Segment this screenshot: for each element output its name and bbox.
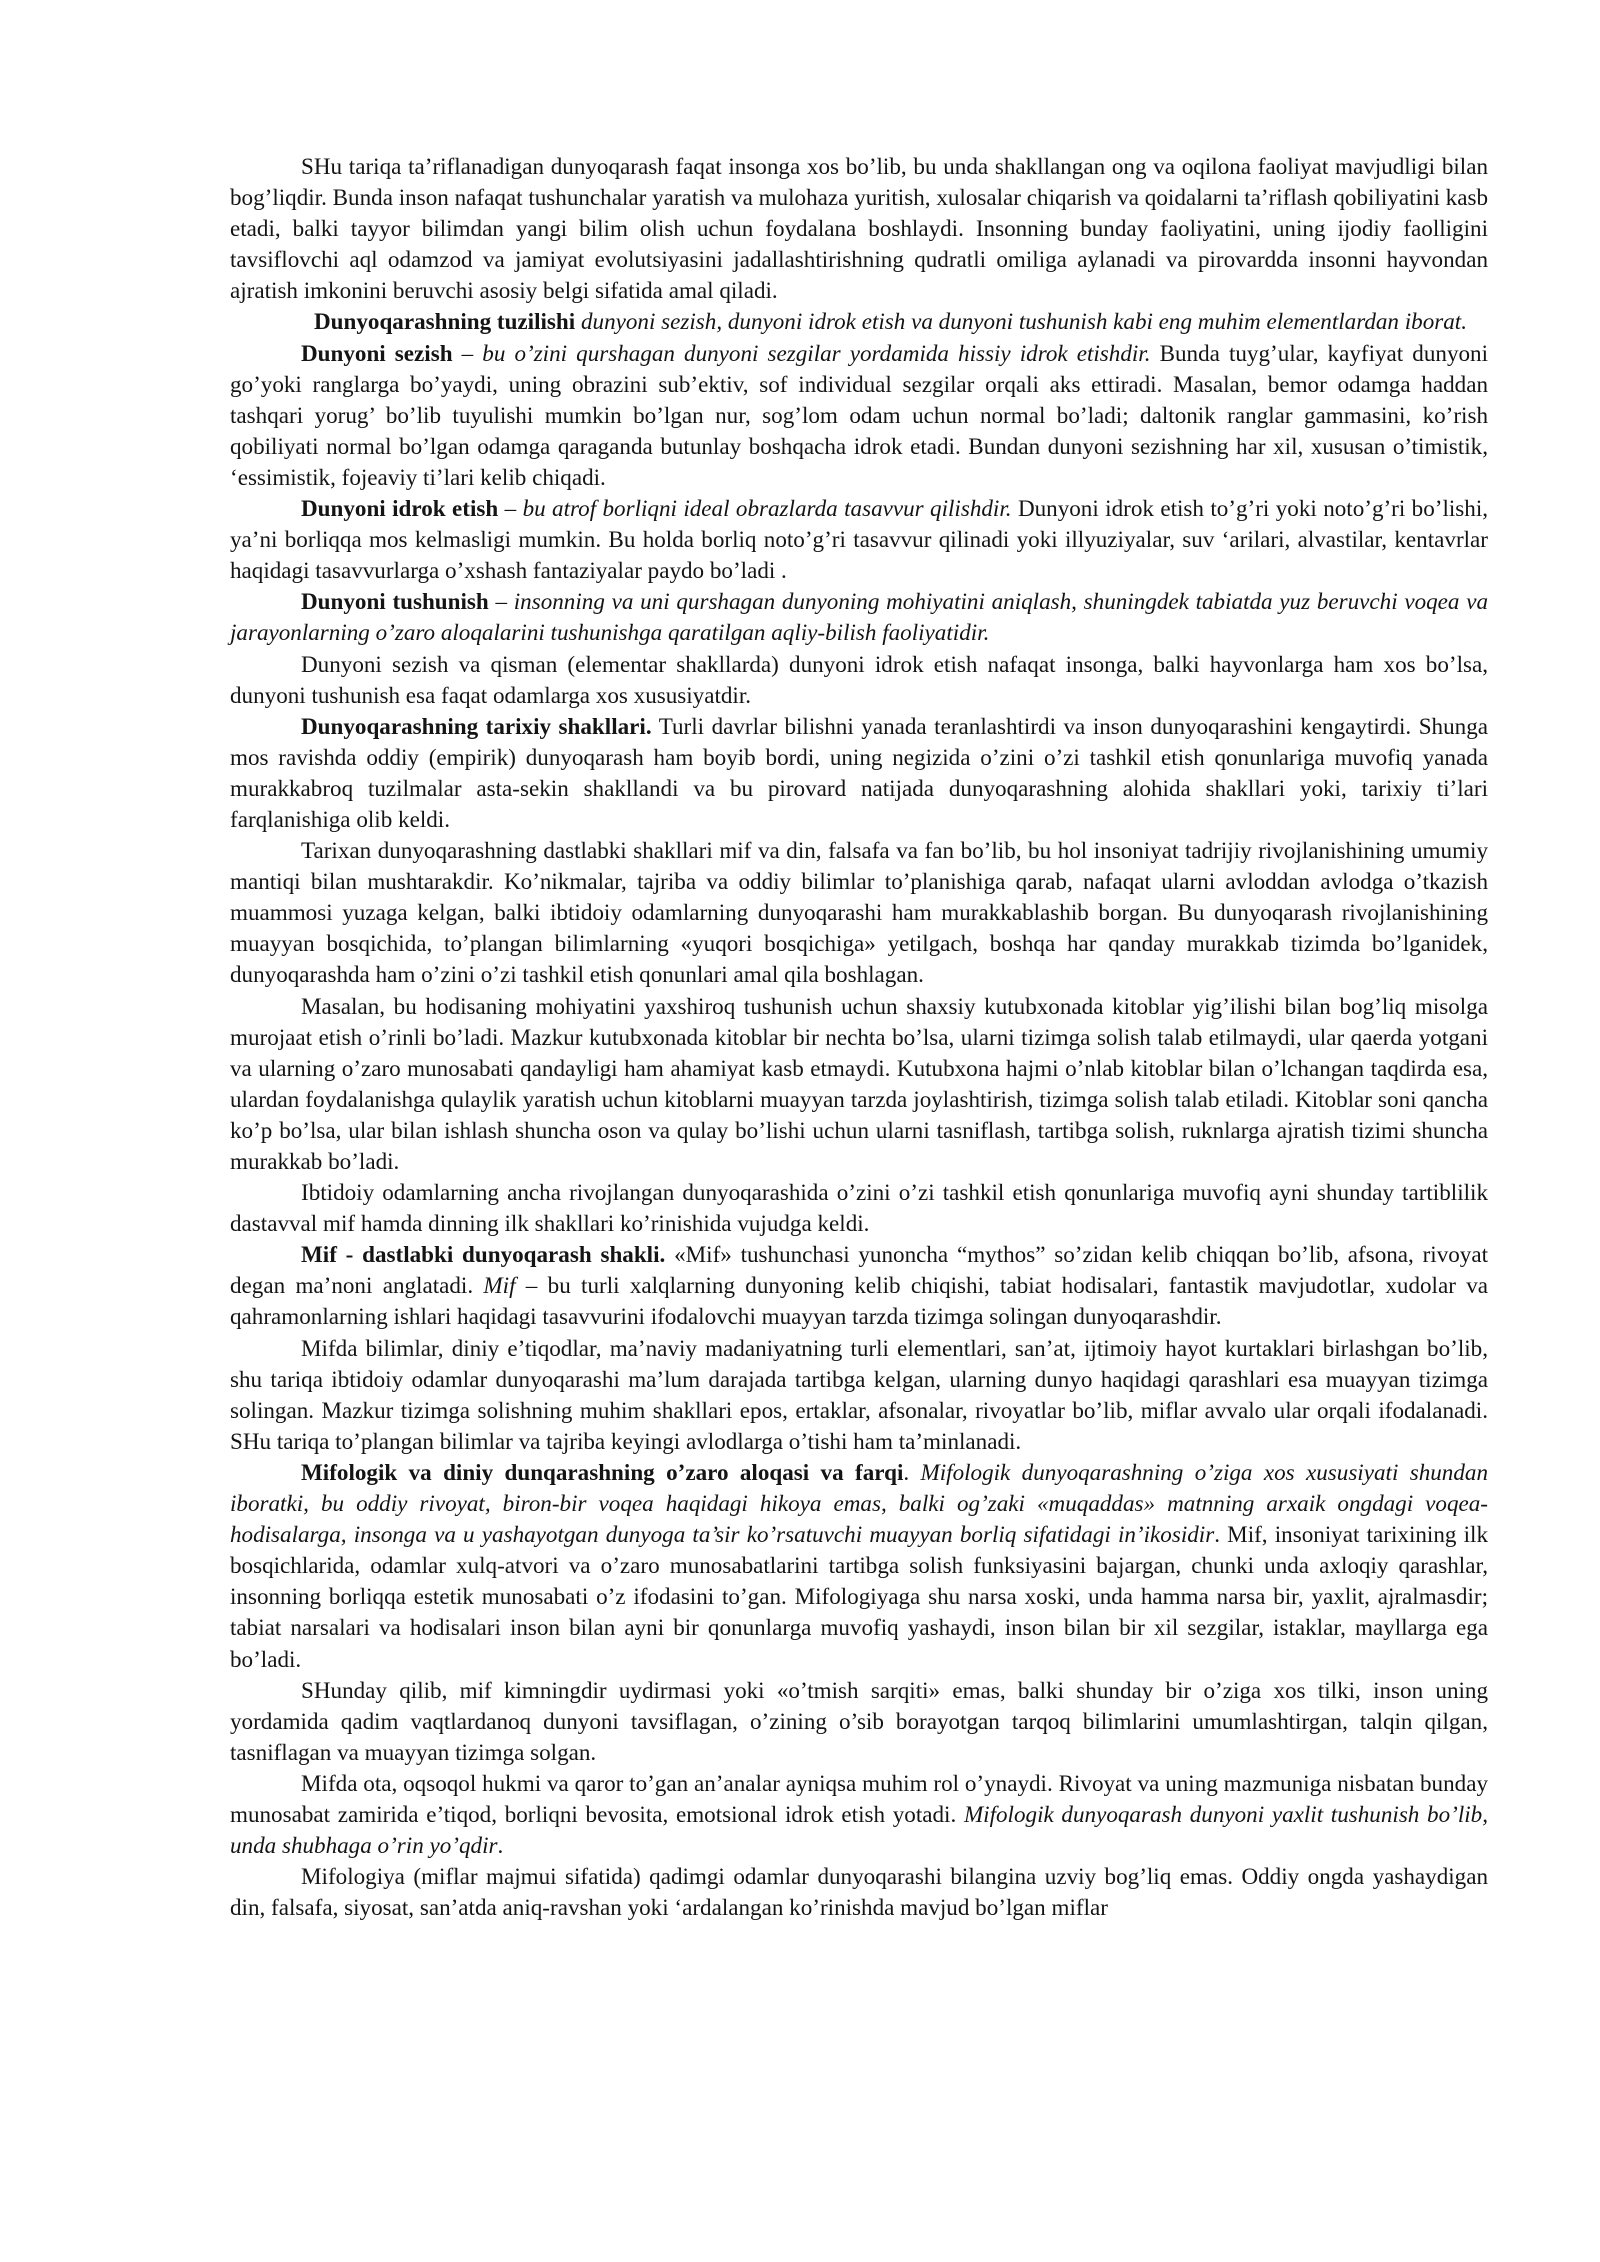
paragraph-historical-forms: Dunyoqarashning tarixiy shakllari. Turli davrlar bilishni yanada teranlashtirdi va inson dunyoqarashini kengaytirdi. Shunga mos ravishda oddiy (empirik) dunyoqarash ham boyib bordi, uning negizida o’zini o’zi tashkil etish qonunlariga muvofiq yanada murakkabroq tuzilmalar asta-sekin shakllandi va bu pirovard natijada dunyoqarashning alohida shakllari yoki, tarixiy ti’lari farqlanishiga olib keldi. (230, 712, 1488, 832)
paragraph-mythology: Mifologiya (miflar majmui sifatida) qadimgi odamlar dunyoqarashi bilangina uzviy bog’liq emas. Oddiy ongda yashaydigan din, falsafa, siyosat, san’atda aniq-ravshan yoki ‘ardalangan ko’rinishda mavjud bo’lgan miflar (230, 1863, 1488, 1921)
paragraph-myth-content: Mifda bilimlar, diniy e’tiqodlar, ma’naviy madaniyatning turli elementlari, san’at, ijtimoiy hayot kurtaklari birlashgan bo’lib, shu tariqa ibtidoiy odamlar dunyoqarashi ma’lum darajada tartibga kelgan, ularning dunyo haqidagi qarashlari esa muayyan tizimga solingan. Mazkur tizimga solishning muhim shakllari epos, ertaklar, afsonalar, rivoyatlar bo’lib, miflar avvalo ular orqali ifodalanadi. SHu tariqa to’plangan bilimlar va tajriba keyingi avlodlarga o’tishi ham ta’minlanadi. (230, 1334, 1488, 1454)
paragraph-understanding: Dunyoni tushunish – insonning va uni qurshagan dunyoning mohiyatini aniqlash, shuningdek tabiatda yuz beruvchi voqea va jarayonlarning o’zaro aloqalarini tushunishga qaratilgan aqliy-bilish faoliyatidir. (230, 588, 1489, 646)
document-page (230, 151, 1488, 1923)
paragraph-structure: Dunyoqarashning tuzilishi dunyoni sezish, dunyoni idrok etish va dunyoni tushunish kabi eng muhim elementlardan iborat. (314, 308, 1467, 335)
paragraph-tradition: Mifda ota, oqsoqol hukmi va qaror to’gan an’analar ayniqsa muhim rol o’ynaydi. Rivoyat va uning mazmuniga nisbatan bunday munosabat zamirida e’tiqod, borliqni bevosita, emotsional idrok etish yotadi. Mifologik dunyoqarash dunyoni yaxlit tushunish bo’lib, unda shubhaga o’rin yo’qdir. (230, 1769, 1488, 1859)
paragraph-library-example: Masalan, bu hodisaning mohiyatini yaxshiroq tushunish uchun shaxsiy kutubxonada kitoblar yig’ilishi bilan bog’liq misolga murojaat etish o’rinli bo’ladi. Mazkur kutubxonada kitoblar bir nechta bo’lsa, ularni tizimga solish talab etilmaydi, ular qaerda yotgani va ularning o’zaro munosabati qandayligi ham ahamiyat kasb etmaydi. Kutubxona hajmi o’nlab kitoblar bilan o’lchangan taqdirda esa, ulardan foydalanishga qulaylik yaratish uchun kitoblarni muayyan tarzda joylashtirish, tizimga solish talab etiladi. Kitoblar soni qancha ko’p bo’lsa, ular bilan ishlash shuncha oson va qulay bo’lishi uchun ularni tasniflash, tartibga solish, ruknlarga ajratish tizimi shuncha murakkab bo’ladi. (230, 992, 1488, 1174)
paragraph-early-forms: Tarixan dunyoqarashning dastlabki shakllari mif va din, falsafa va fan bo’lib, bu hol insoniyat tadrijiy rivojlanishining umumiy mantiqi bilan mushtarakdir. Ko’nikmalar, tajriba va oddiy bilimlar to’planishiga qarab, nafaqat ularni avloddan avlodga o’tkazish muammosi yuzaga kelgan, balki ibtidoiy odamlarning dunyoqarashi ham murakkablashib borgan. Bu dunyoqarash rivojlanishining muayyan bosqichida, to’plangan bilimlarning «yuqori bosqichiga» yetilgach, boshqa har qanday murakkab tizimda bo’lganidek, dunyoqarashda ham o’zini o’zi tashkil etish qonunlari amal qila boshlagan. (230, 837, 1488, 988)
paragraph-myth-definition: Mif - dastlabki dunyoqarash shakli. «Mif» tushunchasi yunoncha “mythos” so’zidan kelib chiqqan bo’lib, afsona, rivoyat degan ma’noni anglatadi. Mif – bu turli xalqlarning dunyoning kelib chiqishi, tabiat hodisalari, fantastik mavjudotlar, xudolar va qahramonlarning ishlari haqidagi tasavvurini ifodalovchi muayyan tarzda tizimga solingan dunyoqarashdir. (230, 1241, 1488, 1330)
paragraph-myth-language: SHunday qilib, mif kimningdir uydirmasi yoki «o’tmish sarqiti» emas, balki shunday bir o’ziga xos tilki, inson uning yordamida qadim vaqtlardanoq dunyoni tavsiflagan, o’zining o’sib borayotgan tarqoq bilimlarini umumlashtirgan, talqin qilgan, tasniflagan va muayyan tizimga solgan. (230, 1676, 1488, 1765)
paragraph-intro: SHu tariqa ta’riflanadigan dunyoqarash faqat insonga xos bo’lib, bu unda shakllangan ong va oqilona faoliyat mavjudligi bilan bog’liqdir. Bunda inson nafaqat tushunchalar yaratish va mulohaza yuritish, xulosalar chiqarish va qoidalarni ta’riflash qobiliyatini kasb etadi, balki tayyor bilimdan yangi bilim olish uchun foydalana boshlaydi. Insonning bunday faoliyatini, uning ijodiy faolligini tavsiflovchi aql odamzod va jamiyat evolutsiyasini jadallashtirishning qudratli omiliga aylanadi va pirovardda insonni hayvondan ajratish imkonini beruvchi asosiy belgi sifatida amal qiladi. (230, 153, 1488, 304)
paragraph-primitive-order: Ibtidoiy odamlarning ancha rivojlangan dunyoqarashida o’zini o’zi tashkil etish qonunlariga muvofiq ayni shunday tartiblilik dastavval mif hamda dinning ilk shakllari ko’rinishida vujudga keldi. (230, 1179, 1488, 1237)
paragraph-myth-religion: Mifologik va diniy dunqarashning o’zaro aloqasi va farqi. Mifologik dunyoqarashning o’ziga xos xususiyati shundan iboratki, bu oddiy rivoyat, biron-bir voqea haqidagi hikoya emas, balki og’zaki «muqaddas» matnning arxaik ongdagi voqea-hodisalarga, insonga va u yashayotgan dunyoga ta’sir ko’rsatuvchi muayyan borliq sifatidagi in’ikosidir. Mif, insoniyat tarixining ilk bosqichlarida, odamlar xulq-atvori va o’zaro munosabatlarini tartibga solish funksiyasini bajargan, chunki unda axloqiy qarashlar, insonning borliqqa estetik munosabati o’z ifodasini to’gan. Mifologiyaga shu narsa xoski, unda hamma narsa bir, yaxlit, ajralmasdir; tabiat narsalari va hodisalari inson bilan ayni bir qonunlarga muvofiq yashaydi, inson bilan bir xil sezgilar, istaklar, mayllarga ega bo’ladi. (230, 1458, 1488, 1672)
paragraph-comparison: Dunyoni sezish va qisman (elementar shakllarda) dunyoni idrok etish nafaqat insonga, balki hayvonlarga ham xos bo’lsa, dunyoni tushunish esa faqat odamlarga xos xususiyatdir. (230, 650, 1488, 708)
paragraph-sensing: Dunyoni sezish – bu o’zini qurshagan dunyoni sezgilar yordamida hissiy idrok etishdir. Bunda tuyg’ular, kayfiyat dunyoni go’yoki ranglarga bo’yaydi, uning obrazini sub’ektiv, sof individual sezgilar orqali aks ettiradi. Masalan, bemor odamga haddan tashqari yorug’ bo’lib tuyulishi mumkin bo’lgan nur, sog’lom odam uchun normal bo’ladi; daltonik ranglar gammasini, ko’rish qobiliyati normal bo’lgan odamga qaraganda butunlay boshqacha idrok etadi. Bundan dunyoni sezishning har xil, xususan o’timistik, ‘essimistik, fojeaviy ti’lari kelib chiqadi. (230, 339, 1489, 490)
paragraph-perception: Dunyoni idrok etish – bu atrof borliqni ideal obrazlarda tasavvur qilishdir. Dunyoni idrok etish to’g’ri yoki noto’g’ri bo’lishi, ya’ni borliqqa mos kelmasligi mumkin. Bu holda borliq noto’g’ri tasavvur qilinadi yoki illyuziyalar, suv ‘arilari, alvastilar, kentavrlar haqidagi tasavvurlarga o’xshash fantaziyalar paydo bo’ladi . (230, 495, 1489, 584)
